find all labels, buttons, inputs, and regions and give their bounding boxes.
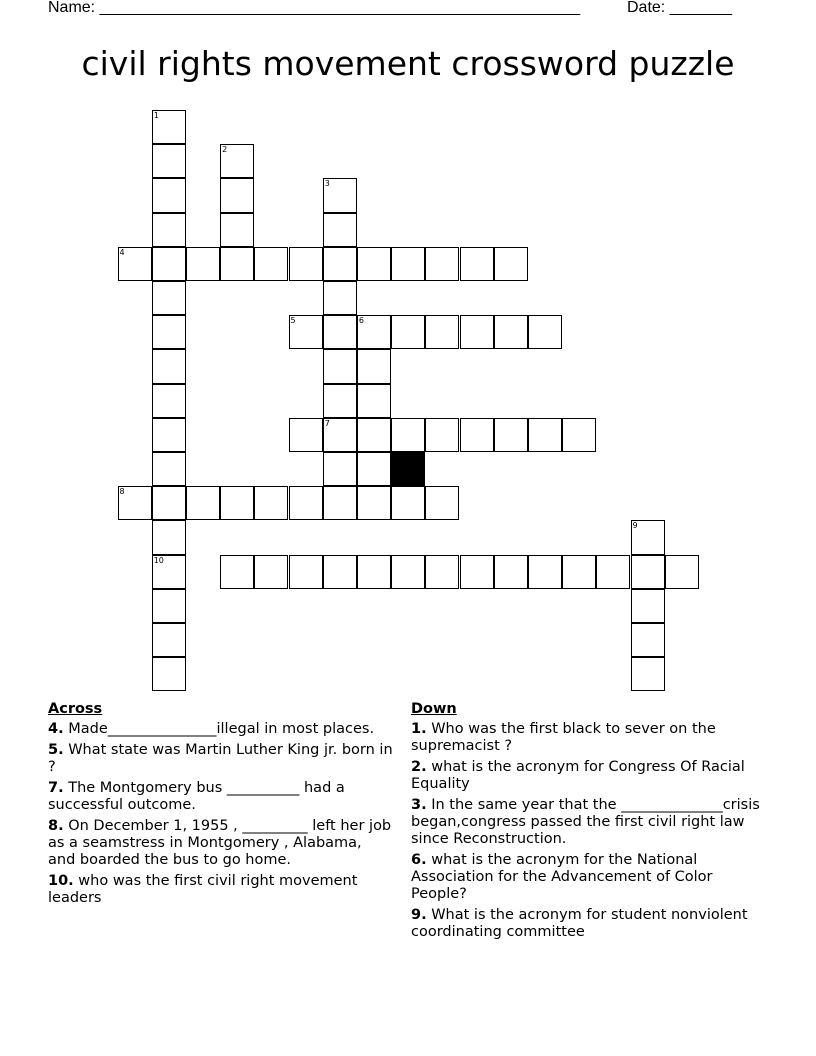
crossword-cell[interactable] <box>323 178 357 212</box>
clue-number: 7. <box>48 780 64 796</box>
crossword-cell[interactable] <box>391 418 425 452</box>
crossword-cell[interactable] <box>323 555 357 589</box>
crossword-cell[interactable] <box>152 589 186 623</box>
cell-number: 4 <box>119 247 125 257</box>
crossword-cell[interactable] <box>357 555 391 589</box>
down-clue <box>411 721 771 755</box>
clue-text: what is the acronym for the National Association for the Advancement of Color People? <box>411 852 713 902</box>
cell-number: 10 <box>153 555 164 565</box>
crossword-cell[interactable] <box>323 486 357 520</box>
crossword-cell[interactable] <box>425 555 459 589</box>
clue-text: The Montgomery bus __________ had a successful outcome. <box>48 780 345 813</box>
crossword-cell[interactable] <box>152 657 186 691</box>
crossword-cell[interactable] <box>494 247 528 281</box>
crossword-cell[interactable] <box>391 555 425 589</box>
crossword-cell[interactable] <box>494 418 528 452</box>
cell-number: 9 <box>632 521 638 531</box>
crossword-cell[interactable] <box>289 418 323 452</box>
black-square <box>391 452 425 486</box>
clue-text: In the same year that the ______________crisis began,congress passed the first civil right law since Reconstruction. <box>411 797 760 847</box>
crossword-cell[interactable] <box>323 247 357 281</box>
crossword-cell[interactable] <box>152 623 186 657</box>
clue-text: what is the acronym for Congress Of Racial Equality <box>411 759 745 792</box>
cell-number: 5 <box>290 316 296 326</box>
crossword-cell[interactable] <box>357 315 391 349</box>
name-field[interactable]: Name: ______________________________________________________ <box>48 0 581 16</box>
crossword-cell[interactable] <box>460 418 494 452</box>
crossword-cell[interactable] <box>391 247 425 281</box>
crossword-cell[interactable] <box>152 281 186 315</box>
crossword-cell[interactable] <box>631 623 665 657</box>
crossword-cell[interactable] <box>460 555 494 589</box>
crossword-cell[interactable] <box>254 555 288 589</box>
crossword-cell[interactable] <box>152 247 186 281</box>
across-clue <box>48 780 393 814</box>
down-clues <box>411 701 771 945</box>
crossword-cell[interactable] <box>186 247 220 281</box>
across-clues <box>48 701 393 911</box>
clue-number: 8. <box>48 818 64 834</box>
crossword-cell[interactable] <box>220 144 254 178</box>
crossword-cell[interactable] <box>118 486 152 520</box>
clue-number: 10. <box>48 873 74 889</box>
crossword-cell[interactable] <box>152 452 186 486</box>
crossword-cell[interactable] <box>631 657 665 691</box>
crossword-cell[interactable] <box>118 247 152 281</box>
crossword-cell[interactable] <box>357 247 391 281</box>
clue-text: What is the acronym for student nonviolent coordinating committee <box>411 907 748 940</box>
crossword-cell[interactable] <box>357 486 391 520</box>
crossword-cell[interactable] <box>323 384 357 418</box>
clue-number: 1. <box>411 721 427 737</box>
clue-text: Who was the first black to sever on the supremacist ? <box>411 721 716 754</box>
across-clue <box>48 721 393 738</box>
crossword-cell[interactable] <box>186 486 220 520</box>
clue-text: who was the first civil right movement leaders <box>48 873 358 906</box>
crossword-cell[interactable] <box>323 213 357 247</box>
crossword-cell[interactable] <box>631 520 665 554</box>
crossword-cell[interactable] <box>152 555 186 589</box>
page-title: civil rights movement crossword puzzle <box>81 44 735 83</box>
crossword-cell[interactable] <box>357 384 391 418</box>
crossword-cell[interactable] <box>152 384 186 418</box>
crossword-cell[interactable] <box>391 486 425 520</box>
crossword-cell[interactable] <box>528 555 562 589</box>
crossword-cell[interactable] <box>289 315 323 349</box>
crossword-cell[interactable] <box>460 247 494 281</box>
crossword-cell[interactable] <box>391 315 425 349</box>
crossword-cell[interactable] <box>152 520 186 554</box>
crossword-cell[interactable] <box>152 213 186 247</box>
cell-number: 8 <box>119 487 125 497</box>
cell-number: 2 <box>222 145 228 155</box>
down-heading: Down <box>411 701 457 717</box>
down-clue <box>411 907 771 941</box>
crossword-cell[interactable] <box>596 555 630 589</box>
clue-number: 2. <box>411 759 427 775</box>
clue-text: What state was Martin Luther King jr. born in ? <box>48 742 393 775</box>
clue-number: 6. <box>411 852 427 868</box>
crossword-cell[interactable] <box>323 452 357 486</box>
crossword-cell[interactable] <box>425 418 459 452</box>
clue-text: Made_______________illegal in most places. <box>63 721 375 737</box>
clue-number: 4. <box>48 721 64 737</box>
crossword-cell[interactable] <box>631 589 665 623</box>
crossword-cell[interactable] <box>289 486 323 520</box>
crossword-cell[interactable] <box>425 247 459 281</box>
clue-number: 3. <box>411 797 427 813</box>
crossword-cell[interactable] <box>152 418 186 452</box>
crossword-cell[interactable] <box>289 247 323 281</box>
down-clue <box>411 797 771 848</box>
crossword-cell[interactable] <box>631 555 665 589</box>
crossword-cell[interactable] <box>425 315 459 349</box>
crossword-cell[interactable] <box>528 418 562 452</box>
crossword-cell[interactable] <box>494 315 528 349</box>
crossword-cell[interactable] <box>152 110 186 144</box>
crossword-cell[interactable] <box>665 555 699 589</box>
crossword-cell[interactable] <box>152 178 186 212</box>
across-heading: Across <box>48 701 103 717</box>
crossword-cell[interactable] <box>152 486 186 520</box>
crossword-cell[interactable] <box>289 555 323 589</box>
crossword-cell[interactable] <box>323 418 357 452</box>
crossword-cell[interactable] <box>460 315 494 349</box>
crossword-cell[interactable] <box>323 315 357 349</box>
crossword-cell[interactable] <box>220 486 254 520</box>
across-clue <box>48 818 393 869</box>
cell-number: 6 <box>358 316 364 326</box>
cell-number: 7 <box>324 418 330 428</box>
crossword-cell[interactable] <box>220 178 254 212</box>
down-clue <box>411 759 771 793</box>
date-field[interactable]: Date: _______ <box>627 0 732 16</box>
down-clue <box>411 852 771 903</box>
clue-number: 5. <box>48 742 64 758</box>
across-clue <box>48 873 393 907</box>
crossword-cell[interactable] <box>254 486 288 520</box>
crossword-cell[interactable] <box>220 247 254 281</box>
crossword-cell[interactable] <box>562 555 596 589</box>
crossword-cell[interactable] <box>254 247 288 281</box>
crossword-cell[interactable] <box>562 418 596 452</box>
crossword-cell[interactable] <box>220 555 254 589</box>
clue-text: On December 1, 1955 , _________ left her job as a seamstress in Montgomery , Alabama, and boarded the bus to go home. <box>48 818 392 868</box>
cell-number: 3 <box>324 179 330 189</box>
crossword-cell[interactable] <box>528 315 562 349</box>
crossword-cell[interactable] <box>152 144 186 178</box>
crossword-cell[interactable] <box>357 349 391 383</box>
clue-number: 9. <box>411 907 427 923</box>
crossword-cell[interactable] <box>494 555 528 589</box>
crossword-cell[interactable] <box>323 349 357 383</box>
cell-number: 1 <box>153 111 159 120</box>
crossword-cell[interactable] <box>220 213 254 247</box>
crossword-cell[interactable] <box>357 418 391 452</box>
crossword-cell[interactable] <box>323 281 357 315</box>
crossword-cell[interactable] <box>425 486 459 520</box>
crossword-cell[interactable] <box>152 349 186 383</box>
crossword-cell[interactable] <box>357 452 391 486</box>
crossword-cell[interactable] <box>152 315 186 349</box>
across-clue <box>48 742 393 776</box>
